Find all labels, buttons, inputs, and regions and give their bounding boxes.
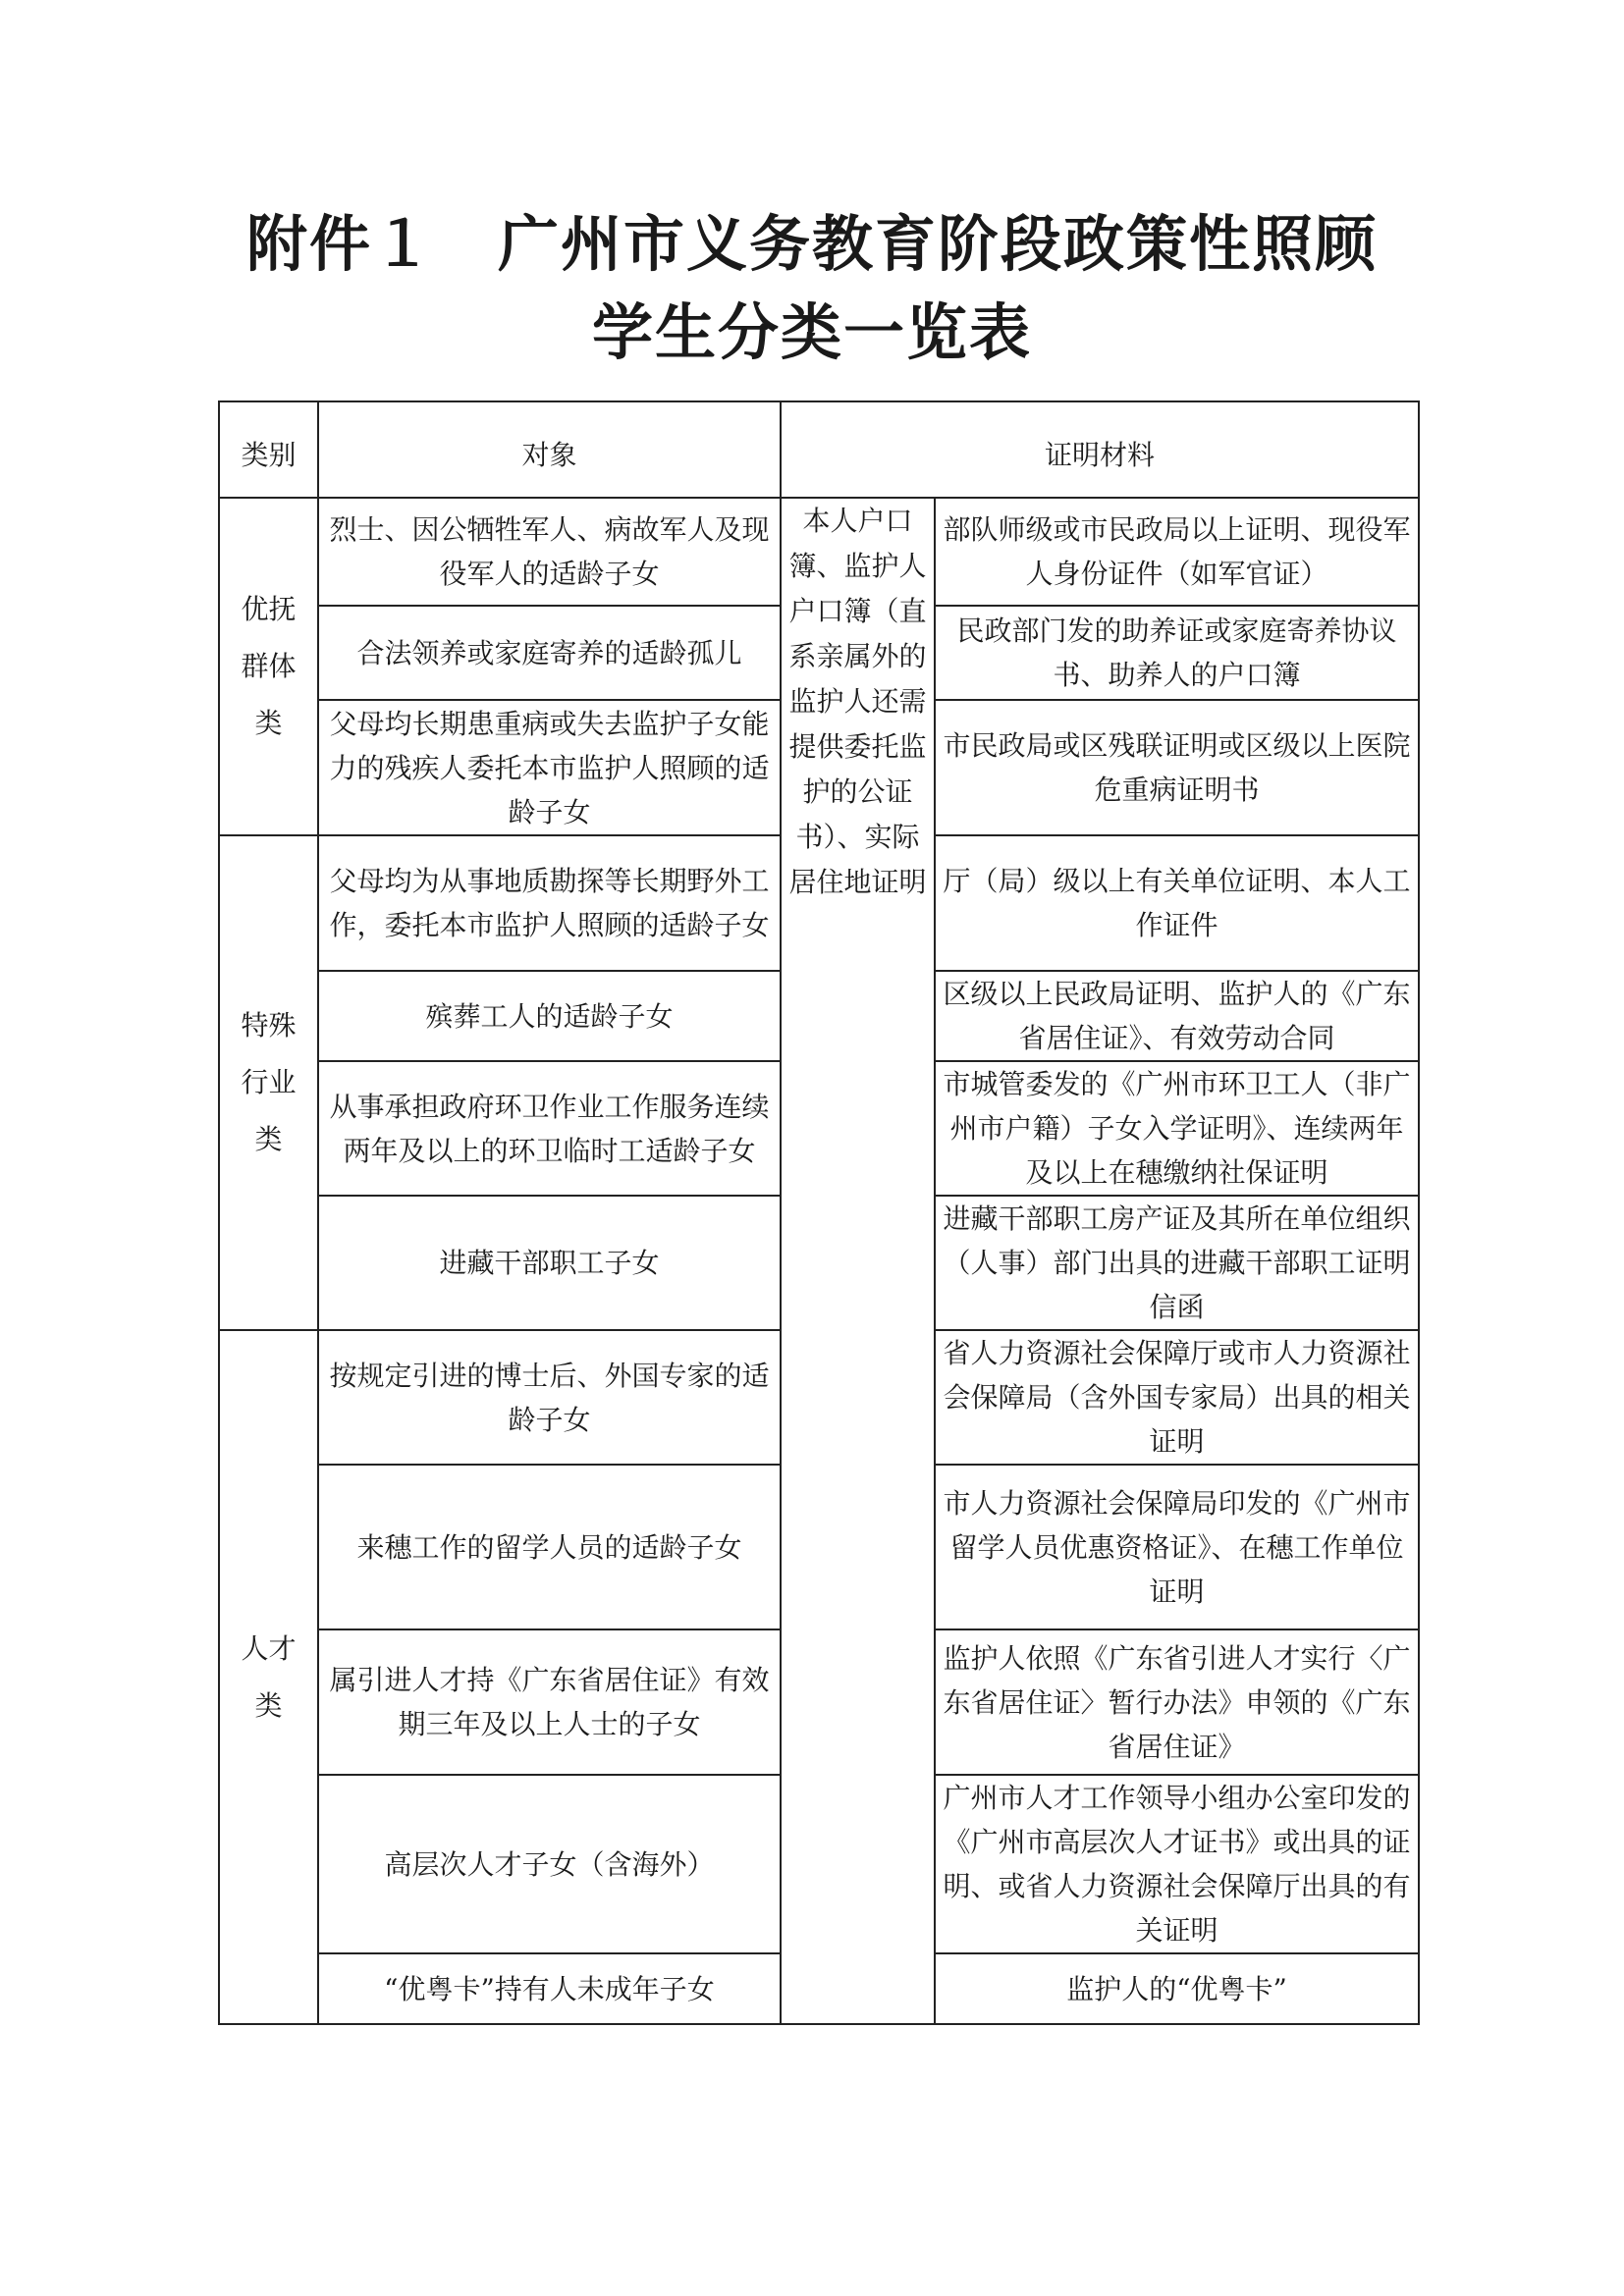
target-cell [318,1330,781,1465]
target-cell [318,606,781,700]
category-label-fragment: 类 [254,707,283,739]
material-cell [935,1196,1419,1330]
material-text: 市民政局或区残联证明或区级以上医院危重病证明书 [943,729,1411,806]
target-cell [318,835,781,971]
header-materials: 证明材料 [781,401,1419,498]
target-cell [318,971,781,1061]
target-text: 从事承担政府环卫作业工作服务连续两年及以上的环卫临时工适龄子女 [329,1090,770,1167]
target-text: 烈士、因公牺牲军人、病故军人及现役军人的适龄子女 [329,513,770,590]
target-cell [318,1196,781,1330]
material-cell [935,1775,1419,1953]
target-text: 合法领养或家庭寄养的适龄孤儿 [356,636,742,669]
material-cell [935,498,1419,606]
material-text: 厅（局）级以上有关单位证明、本人工作证件 [943,865,1411,941]
material-text: 广州市人才工作领导小组办公室印发的《广州市高层次人才证书》或出具的证明、或省人力资源社会保障厅出具的有关证明 [943,1782,1411,1947]
category-cell [219,1330,318,2024]
target-text: 来穗工作的留学人员的适龄子女 [356,1530,742,1564]
target-cell [318,1061,781,1196]
material-text: 部队师级或市民政局以上证明、现役军人身份证件（如军官证） [943,513,1411,590]
target-text: 父母均长期患重病或失去监护子女能力的残疾人委托本市监护人照顾的适龄子女 [329,707,770,828]
material-text: 监护人依照《广东省引进人才实行〈广东省居住证〉暂行办法》申领的《广东省居住证》 [943,1641,1411,1763]
target-text: 父母均为从事地质勘探等长期野外工作，委托本市监护人照顾的适龄子女 [329,865,770,941]
category-cell [219,835,318,1330]
category-label-fragment: 人才 [241,1631,297,1665]
material-text: 民政部门发的助养证或家庭寄养协议书、助养人的户口簿 [956,614,1397,691]
material-text: 市人力资源社会保障局印发的《广州市留学人员优惠资格证》、在穗工作单位证明 [943,1486,1411,1608]
target-text: 殡葬工人的适龄子女 [425,999,674,1033]
target-cell [318,1465,781,1629]
target-text: 属引进人才持《广东省居住证》有效期三年及以上人士的子女 [329,1664,770,1740]
material-cell [935,606,1419,700]
header-category: 类别 [219,401,318,498]
category-label-fragment: 群体 [241,650,297,682]
policy-table [218,400,1420,2025]
material-cell [935,1629,1419,1775]
material-cell [935,1953,1419,2024]
material-cell [935,1061,1419,1196]
material-text: 市城管委发的《广州市环卫工人（非广州市户籍）子女入学证明》、连续两年及以上在穗缴纳社保证明 [943,1068,1411,1189]
material-cell [935,700,1419,835]
target-cell [318,1953,781,2024]
category-label-fragment: 优抚 [241,593,297,625]
table-row [219,498,1419,606]
target-text: “优粤卡”持有人未成年子女 [384,1972,715,2005]
material-cell [935,835,1419,971]
category-label-fragment: 行业 [241,1066,297,1098]
page-title-line2: 学生分类一览表 [591,296,1032,368]
material-cell [935,1330,1419,1465]
material-text: 区级以上民政局证明、监护人的《广东省居住证》、有效劳动合同 [943,978,1411,1054]
target-text: 高层次人才子女（含海外） [384,1847,715,1881]
page-title-line1: 附件１ 广州市义务教育阶段政策性照顾 [245,208,1378,280]
material-text: 进藏干部职工房产证及其所在单位组织（人事）部门出具的进藏干部职工证明信函 [943,1202,1411,1323]
material-text: 监护人的“优粤卡” [1066,1972,1287,2005]
category-label-fragment: 类 [254,1688,283,1722]
category-cell [219,498,318,835]
category-label-fragment: 特殊 [241,1009,297,1041]
table-header-row [219,401,1419,498]
target-cell [318,1775,781,1953]
target-text: 进藏干部职工子女 [439,1247,660,1279]
common-materials-text: 本人户口簿、监护人户口簿（直系亲属外的监护人还需提供委托监护的公证书）、实际居住地证明 [788,505,927,898]
material-cell [935,1465,1419,1629]
material-cell [935,971,1419,1061]
target-cell [318,700,781,835]
material-text: 省人力资源社会保障厅或市人力资源社会保障局（含外国专家局）出具的相关证明 [943,1337,1411,1458]
category-label-fragment: 类 [254,1123,283,1155]
target-text: 按规定引进的博士后、外国专家的适龄子女 [329,1359,770,1436]
target-cell [318,498,781,606]
header-target: 对象 [318,401,781,498]
target-cell [318,1629,781,1775]
common-materials-cell [781,498,935,2024]
